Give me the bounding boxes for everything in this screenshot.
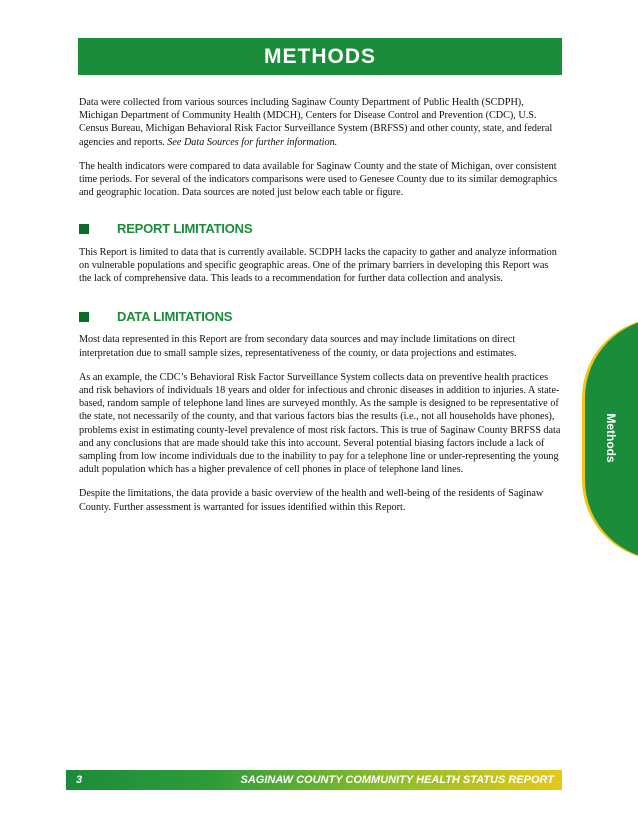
data-limitations-paragraph-1: Most data represented in this Report are from secondary data sources and may include limitations on direct interpretation due to small sample sizes, representativeness of the county, or data projections and estimates. <box>79 334 517 359</box>
page-footer <box>66 770 562 790</box>
side-tab-label: Methods <box>604 413 618 463</box>
report-limitations-heading <box>79 222 561 235</box>
report-limitations-title: REPORT LIMITATIONS <box>117 221 253 237</box>
intro-see-sources-note: See Data Sources for further information. <box>167 136 338 148</box>
main-content <box>79 96 561 525</box>
data-limitations-paragraph-3: Despite the limitations, the data provide a basic overview of the health and well-being of the residents of Saginaw County. Further assessment is warranted for issues identified within this Report. <box>79 488 544 513</box>
intro-paragraph-2: The health indicators were compared to data available for Saginaw County and the state of Michigan, over consistent time periods. For several of the indicators comparisons were used to Genesee County due to its similar demographics and geographic location. Data sources are noted just below each table or figure. <box>79 160 558 199</box>
intro-text: Data were collected from various sources including Saginaw County Department of Public Health (SCDPH), Michigan Department of Community Health (MDCH), Centers for Disease Control and Prevention (CDC), U.S. Census Bureau, Michigan Behavioral Risk Factor Surveillance System (BRFSS) and other county, state, and federal agencies and reports. <box>79 97 553 148</box>
page-title: METHODS <box>264 44 376 68</box>
square-bullet-icon <box>79 312 89 322</box>
page-title-banner <box>78 38 562 75</box>
square-bullet-icon <box>79 224 89 234</box>
report-limitations-paragraph: This Report is limited to data that is currently available. SCDPH lacks the capacity to gather and analyze information on vulnerable populations and specific geographic areas. One of the primary barriers in developing this Report was the lack of comprehensive data. This leads to a recommendation for further data collection and analysis. <box>79 246 557 285</box>
page-number: 3 <box>76 774 83 786</box>
footer-report-title: SAGINAW COUNTY COMMUNITY HEALTH STATUS REPORT <box>240 774 554 786</box>
data-limitations-paragraph-2: As an example, the CDC’s Behavioral Risk Factor Surveillance System collects data on preventive health practices and risk behaviors of individuals 18 years and older for infectious and chronic diseases in addition to injuries. A state-based, random sample of telephone land lines are surveyed monthly. As the sample is designed to be representative of the state, not necessarily of the county, and that various factors bias the results (i.e., not all households have phones), problems exist in estimating county-level prevalence of most risk factors. This is true of Saginaw County BRFSS data and any conclusions that are made should take this into account. Several potential biasing factors include a lack of sampling from low income individuals due to the inability to pay for a telephone line or under-representing the young adult population which has a higher prevalence of cell phones in place of telephone land lines. <box>79 371 561 476</box>
data-limitations-title: DATA LIMITATIONS <box>117 309 233 325</box>
intro-paragraph-1 <box>79 96 561 149</box>
data-limitations-heading <box>79 310 561 323</box>
